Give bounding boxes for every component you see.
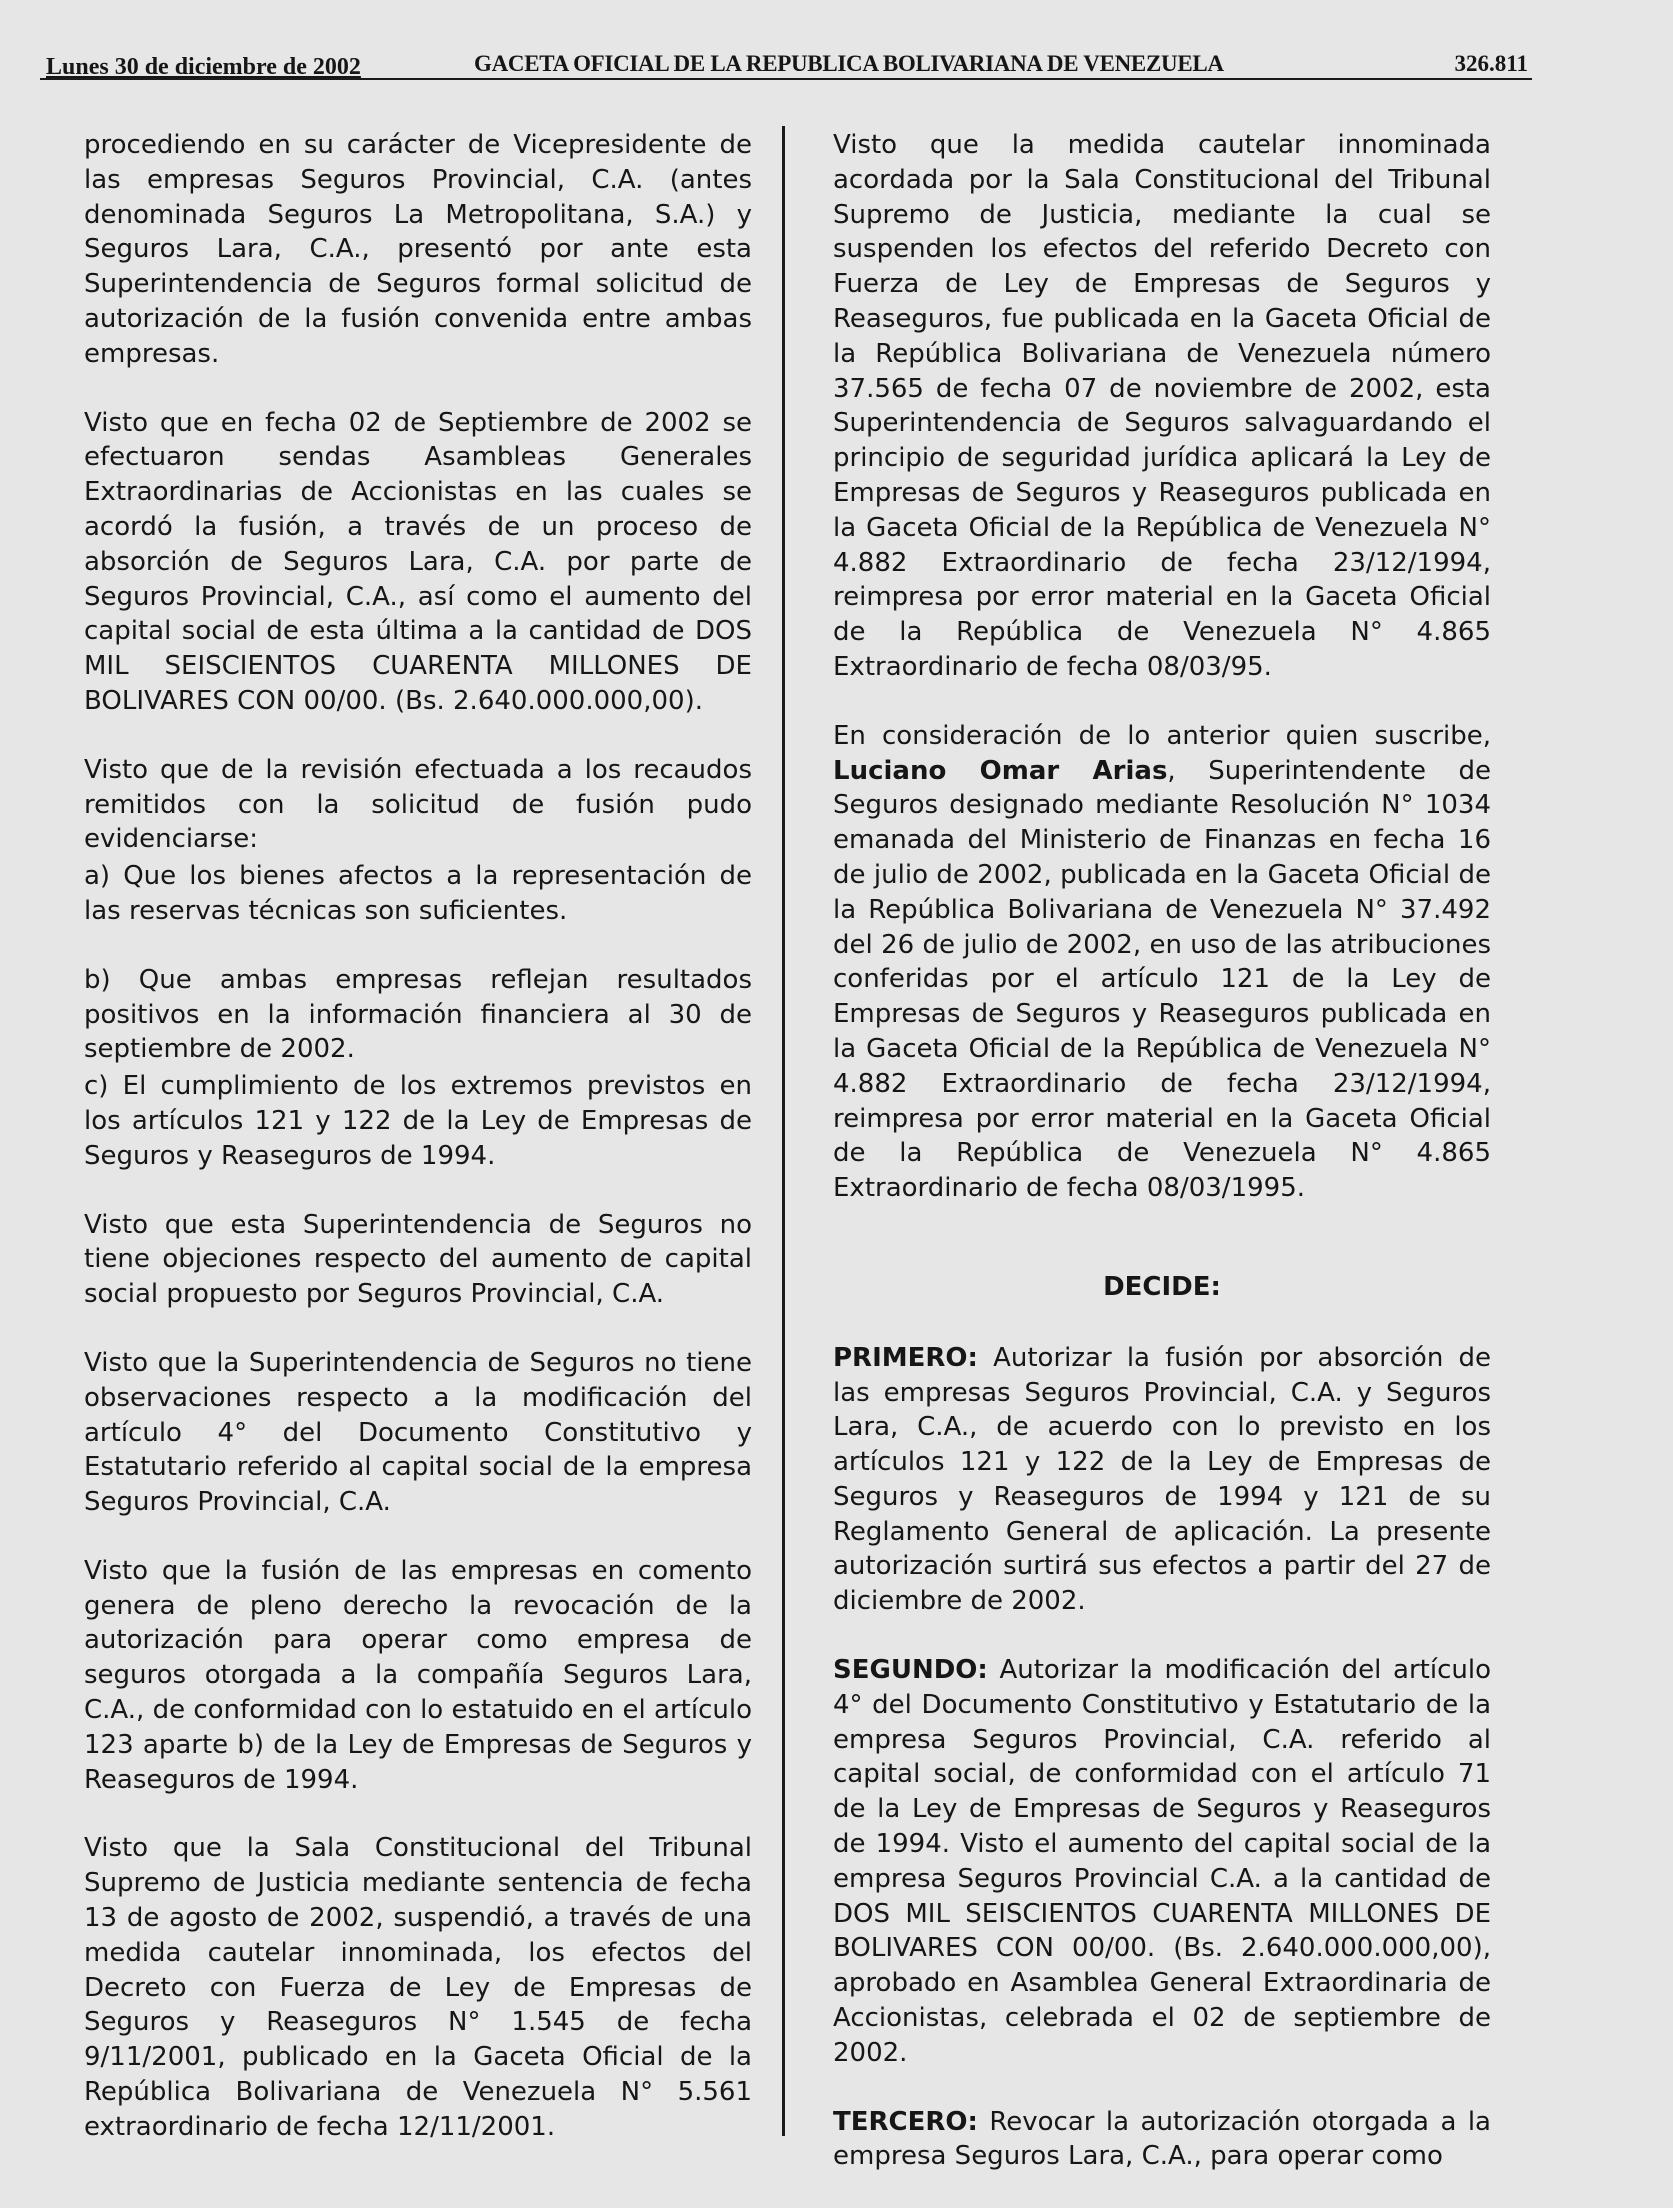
paragraph-visto-revocacion: Visto que la fusión de las empresas en comento genera de pleno derecho la revocación de la autorización para operar como empresa de seguros otorgada a la compañía Seguros Lara, C.A., de conformidad con lo estatuido en el artículo 123 aparte b) de la Ley de Empresas de Seguros y Reaseguros de 1994. — [84, 1555, 752, 1795]
paragraph-visto-asambleas: Visto que en fecha 02 de Septiembre de 2002 se efectuaron sendas Asambleas Generales Extraordinarias de Accionistas en las cuales se acordó la fusión, a través de un proceso de absorción de Seguros Lara, C.A. por parte de Seguros Provincial, C.A., así como el aumento del capital social de esta última a la cantidad de DOS MIL SEISCIENTOS CUARENTA MILLONES DE BOLIVARES CON 00/00. (Bs. 2.640.000.000,00). — [84, 407, 752, 716]
clause-segundo — [833, 1653, 1491, 2071]
decide-heading: DECIDE: — [1103, 1271, 1221, 1302]
primero-text: Autorizar la fusión por absorción de las empresas Seguros Provincial, C.A. y Seguros Lara, C.A., de acuerdo con lo previsto en los artículos 121 y 122 de la Ley de Empresas de Seguros y Reaseguros de 1994 y 121 de su Reglamento General de aplicación. La presente autorización surtirá sus efectos a partir del 27 de diciembre de 2002. — [833, 1342, 1491, 1617]
consideracion-lead: En consideración de lo anterior quien suscribe, — [833, 720, 1491, 751]
segundo-label: SEGUNDO: — [833, 1655, 988, 1686]
tercero-label: TERCERO: — [833, 2106, 978, 2137]
paragraph-visto-sala-constitucional: Visto que la Sala Constitucional del Tribunal Supremo de Justicia mediante sentencia de fecha 13 de agosto de 2002, suspendió, a través de una medida cautelar innominada, los efectos del Decreto con Fuerza de Ley de Empresas de Seguros y Reaseguros N° 1.545 de fecha 9/11/2001, publicado en la Gaceta Oficial de la República Bolivariana de Venezuela N° 5.561 extraordinario de fecha 12/11/2001. — [84, 1833, 752, 2142]
signatory-name: Luciano Omar Arias — [833, 755, 1168, 786]
paragraph-procediendo: procediendo en su carácter de Vicepresidente de las empresas Seguros Provincial, C.A. (antes denominada Seguros La Metropolitana, S.A.) y Seguros Lara, C.A., presentó por ante esta Superintendencia de Seguros formal solicitud de autorización de la fusión convenida entre ambas empresas. — [84, 130, 752, 369]
paragraph-consideracion — [833, 719, 1491, 1206]
header-date: Lunes 30 de diciembre de 2002 — [46, 54, 361, 80]
left-column — [84, 128, 752, 2179]
tercero-text: Revocar la autorización otorgada a la empresa Seguros Lara, C.A., para operar como — [833, 2106, 1491, 2172]
consideracion-rest: , Superintendente de Seguros designado mediante Resolución N° 1034 emanada del Ministerio de Finanzas en fecha 16 de julio de 2002, publicada en la Gaceta Oficial de la República Bolivariana de Venezuela N° 37.492 del 26 de julio de 2002, en uso de las atribuciones conferidas por el artículo 121 de la Ley de Empresas de Seguros y Reaseguros publicada en la Gaceta Oficial de la República de Venezuela N° 4.882 Extraordinario de fecha 23/12/1994, reimpresa por error material en la Gaceta Oficial de la República de Venezuela N° 4.865 Extraordinario de fecha 08/03/1995. — [833, 755, 1491, 1204]
paragraph-visto-medida-cautelar: Visto que la medida cautelar innominada acordada por la Sala Constitucional del Tribunal Supremo de Justicia, mediante la cual se suspenden los efectos del referido Decreto con Fuerza de Ley de Empresas de Seguros y Reaseguros, fue publicada en la Gaceta Oficial de la República Bolivariana de Venezuela número 37.565 de fecha 07 de noviembre de 2002, esta Superintendencia de Seguros salvaguardando el principio de seguridad jurídica aplicará la Ley de Empresas de Seguros y Reaseguros publicada en la Gaceta Oficial de la República de Venezuela N° 4.882 Extraordinario de fecha 23/12/1994, reimpresa por error material en la Gaceta Oficial de la República de Venezuela N° 4.865 Extraordinario de fecha 08/03/95. — [833, 130, 1491, 682]
page-number: 326.811 — [1454, 51, 1528, 76]
column-divider — [782, 126, 785, 2136]
page-header — [40, 48, 1532, 80]
right-column — [833, 128, 1491, 2208]
paragraph-visto-revision: Visto que de la revisión efectuada a los recaudos remitidos con la solicitud de fusión pudo evidenciarse: — [84, 754, 752, 855]
item-b: b) Que ambas empresas reflejan resultados positivos en la información financiera al 30 de septiembre de 2002. — [84, 964, 752, 1065]
primero-label: PRIMERO: — [833, 1342, 978, 1373]
clause-primero — [833, 1341, 1491, 1619]
paragraph-visto-observaciones: Visto que la Superintendencia de Seguros no tiene observaciones respecto a la modificación del artículo 4° del Documento Constitutivo y Estatutario referido al capital social de la empresa Seguros Provincial, C.A. — [84, 1347, 752, 1518]
clause-tercero — [833, 2105, 1491, 2175]
item-a: a) Que los bienes afectos a la representación de las reservas técnicas son suficientes. — [84, 861, 752, 926]
item-c: c) El cumplimiento de los extremos previstos en los artículos 121 y 122 de la Ley de Empresas de Seguros y Reaseguros de 1994. — [84, 1071, 752, 1171]
paragraph-visto-objeciones: Visto que esta Superintendencia de Seguros no tiene objeciones respecto del aumento de capital social propuesto por Seguros Provincial, C.A. — [84, 1209, 752, 1310]
segundo-text: Autorizar la modificación del artículo 4° del Documento Constitutivo y Estatutario de la empresa Seguros Provincial, C.A. referido al capital social, de conformidad con el artículo 71 de la Ley de Empresas de Seguros y Reaseguros de 1994. Visto el aumento del capital social de la empresa Seguros Provincial C.A. a la cantidad de DOS MIL SEISCIENTOS CUARENTA MILLONES DE BOLIVARES CON 00/00. (Bs. 2.640.000.000,00), aprobado en Asamblea General Extraordinaria de Accionistas, celebrada el 02 de septiembre de 2002. — [833, 1655, 1491, 2068]
gazette-title: GACETA OFICIAL DE LA REPUBLICA BOLIVARIANA DE VENEZUELA — [474, 51, 1224, 76]
